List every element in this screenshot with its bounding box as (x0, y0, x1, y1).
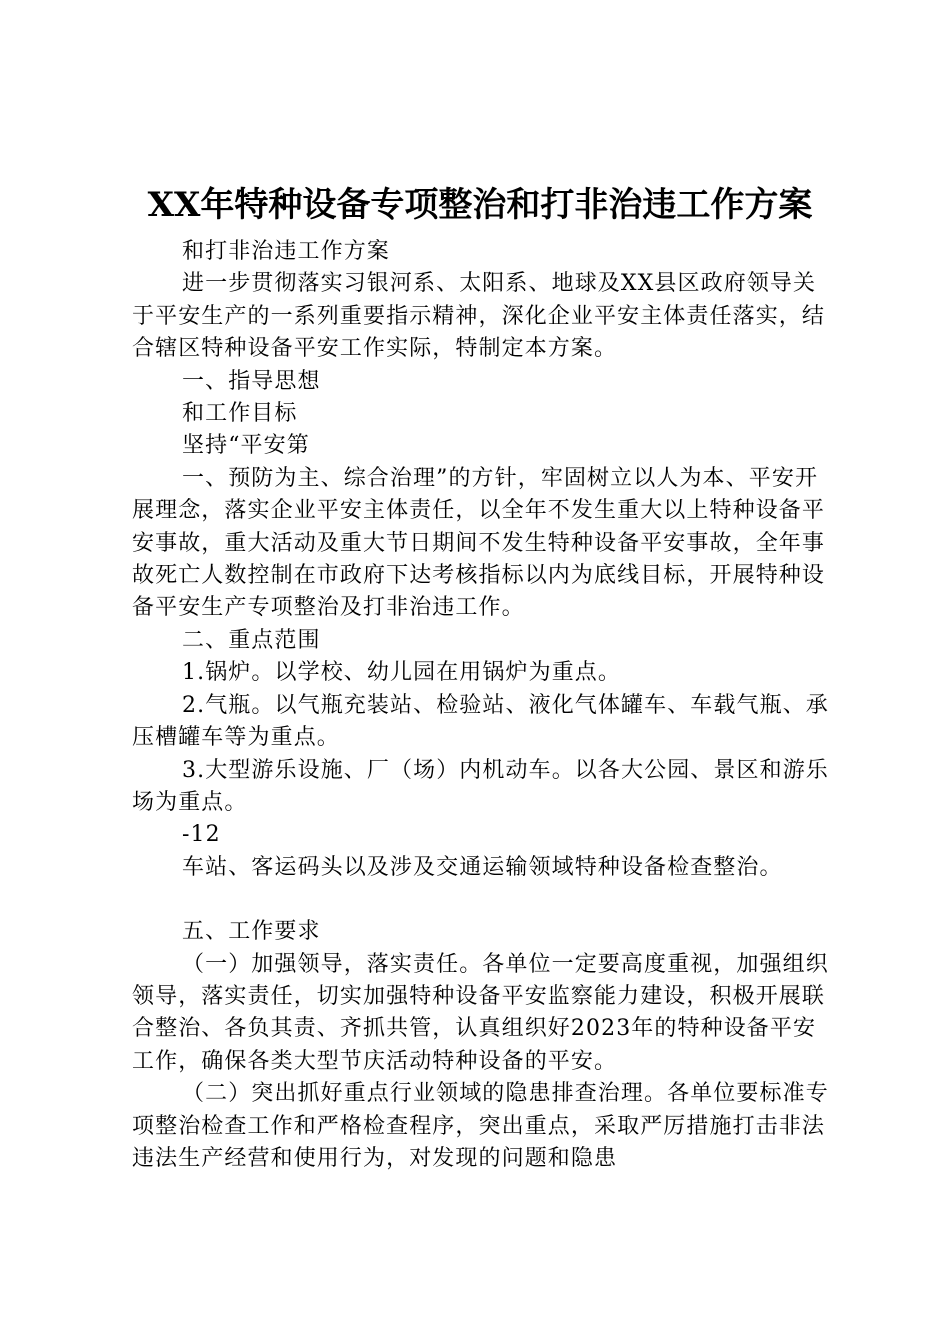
document-body (132, 236, 832, 1175)
heading-work-goals: 和工作目标 (182, 401, 298, 427)
paragraph-stations: 车站、客运码头以及涉及交通运输领域特种设备检查整治。 (182, 854, 783, 880)
paragraph-intro: 进一步贯彻落实习银河系、太阳系、地球及XX县区政府领导关于平安生产的一系列重要指示精神，深化企业平安主体责任落实，结合辖区特种设备平安工作实际，特制定本方案。 (132, 271, 826, 362)
list-item-gas-cylinder: 2.气瓶。以气瓶充装站、检验站、液化气体罐车、车载气瓶、承压槽罐车等为重点。 (132, 692, 829, 751)
heading-guiding-ideology: 一、指导思想 (182, 368, 321, 394)
paragraph-goals: 一、预防为主、综合治理”的方针，牢固树立以人为本、平安开展理念，落实企业平安主体责任，以全年不发生重大以上特种设备平安事故，重大活动及重大节日期间不发生特种设备平安事故，全年事故死亡人数控制在市政府下达考核指标以内为底线目标，开展特种设备平安生产专项整治及打非治违工作。 (132, 465, 826, 621)
paragraph-requirement-1: （一）加强领导，落实责任。各单位一定要高度重视，加强组织领导，落实责任，切实加强特种设备平安监察能力建设，积极开展联合整治、各负其责、齐抓共管，认真组织好2023年的特种设备平安工作，确保各类大型节庆活动特种设备的平安。 (132, 951, 829, 1074)
paragraph-gap (132, 884, 832, 916)
heading-key-scope: 二、重点范围 (182, 627, 321, 653)
page-marker: -12 (182, 822, 221, 848)
paragraph-subtitle: 和打非治违工作方案 (182, 239, 390, 264)
list-item-boiler: 1.锅炉。以学校、幼儿园在用锅炉为重点。 (182, 660, 621, 686)
document-title: XX年特种设备专项整治和打非治违工作方案 (147, 185, 813, 225)
list-item-amusement: 3.大型游乐设施、厂（场）内机动车。以各大公园、景区和游乐场为重点。 (132, 757, 829, 815)
paragraph-adhere: 坚持“平安第 (182, 433, 310, 459)
heading-work-requirements: 五、工作要求 (182, 919, 321, 945)
paragraph-requirement-2: （二）突出抓好重点行业领域的隐患排查治理。各单位要标准专项整治检查工作和严格检查程序，突出重点，采取严厉措施打击非法违法生产经营和使用行为，对发现的问题和隐患 (132, 1081, 829, 1171)
